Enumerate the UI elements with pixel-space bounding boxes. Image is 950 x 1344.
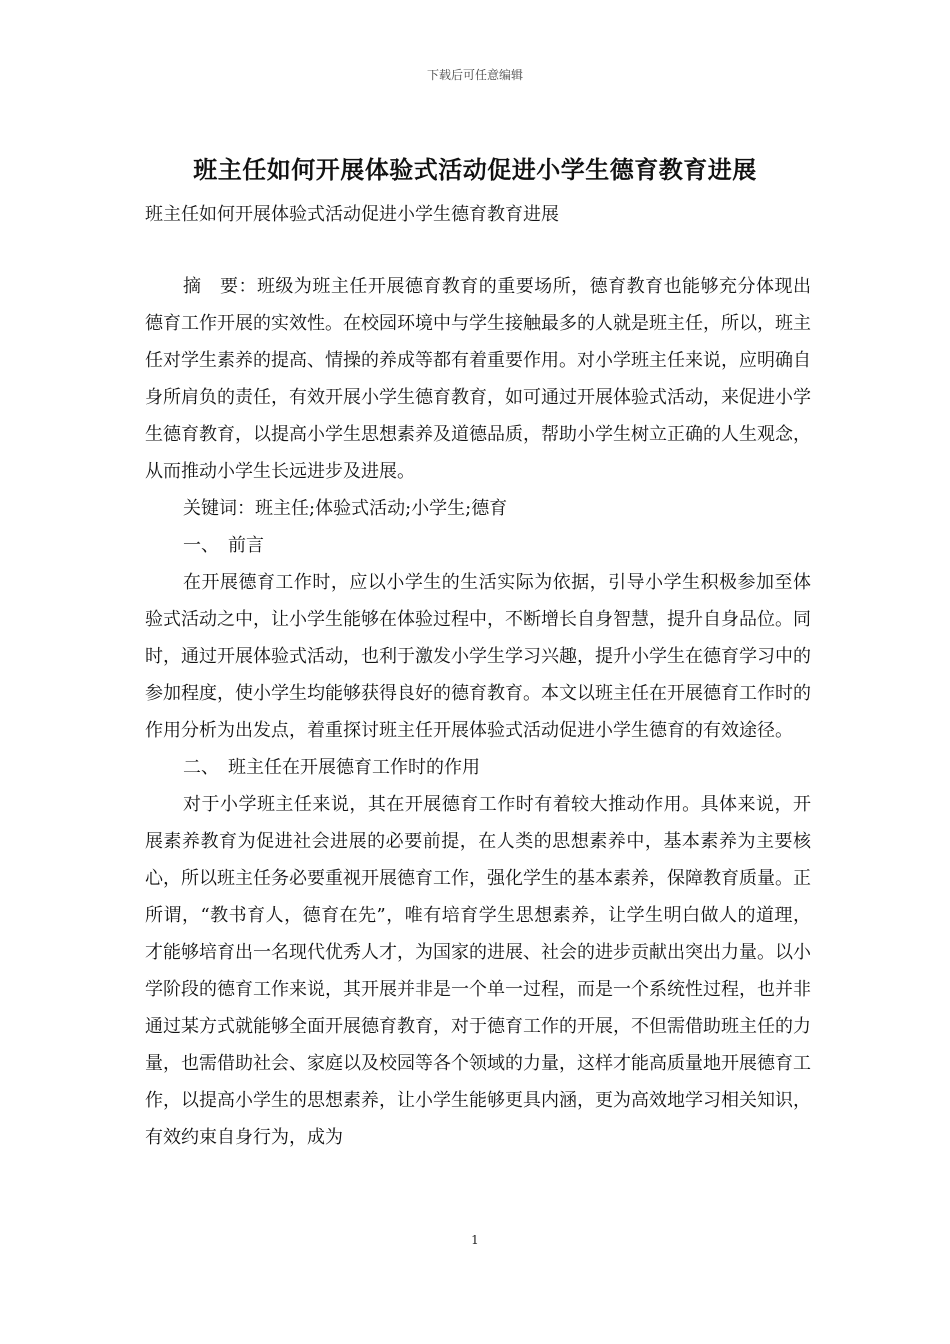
page-number: 1 — [471, 1233, 479, 1247]
page-header-note: 下载后可任意编辑 — [426, 68, 523, 82]
keywords-line: 关键词：班主任;体验式活动;小学生;德育 — [183, 498, 508, 519]
abstract-paragraph: 摘 要：班级为班主任开展德育教育的重要场所，德育教育也能够充分体现出德育工作开展的实效性。在校园环境中与学生接触最多的人就是班主任，所以，班主任对学生素养的提高、情操的养成等都有着重要作用。对小学班主任来说，应明确自身所肩负的责任，有效开展小学生德育教育，如可通过开展体验式活动，来促进小学生德育教育，以提高小学生思想素养及道德品质，帮助小学生树立正确的人生观念，从而推动小学生长远进步及进展。 — [145, 276, 811, 482]
preface-paragraph: 在开展德育工作时，应以小学生的生活实际为依据，引导小学生积极参加至体验式活动之中，让小学生能够在体验过程中，不断增长自身智慧，提升自身品位。同时，通过开展体验式活动，也利于激发小学生学习兴趣，提升小学生在德育学习中的参加程度，使小学生均能够获得良好的德育教育。本文以班主任在开展德育工作时的作用分析为出发点，着重探讨班主任开展体验式活动促进小学生德育的有效途径。 — [145, 572, 811, 741]
document-title: 班主任如何开展体验式活动促进小学生德育教育进展 — [193, 155, 757, 184]
section-heading-role: 二、 班主任在开展德育工作时的作用 — [183, 757, 480, 778]
document-body — [145, 268, 811, 1156]
section-heading-preface: 一、 前言 — [183, 535, 264, 556]
document-subtitle: 班主任如何开展体验式活动促进小学生德育教育进展 — [145, 204, 559, 225]
role-paragraph: 对于小学班主任来说，其在开展德育工作时有着较大推动作用。具体来说，开展素养教育为促进社会进展的必要前提，在人类的思想素养中，基本素养为主要核心，所以班主任务必要重视开展德育工作，强化学生的基本素养，保障教育质量。正所谓，“教书育人，德育在先”，唯有培育学生思想素养，让学生明白做人的道理，才能够培育出一名现代优秀人才，为国家的进展、社会的进步贡献出突出力量。以小学阶段的德育工作来说，其开展并非是一个单一过程，而是一个系统性过程，也并非通过某方式就能够全面开展德育教育，对于德育工作的开展，不但需借助班主任的力量，也需借助社会、家庭以及校园等各个领域的力量，这样才能高质量地开展德育工作，以提高小学生的思想素养，让小学生能够更具内涵，更为高效地学习相关知识，有效约束自身行为，成为 — [145, 794, 811, 1148]
